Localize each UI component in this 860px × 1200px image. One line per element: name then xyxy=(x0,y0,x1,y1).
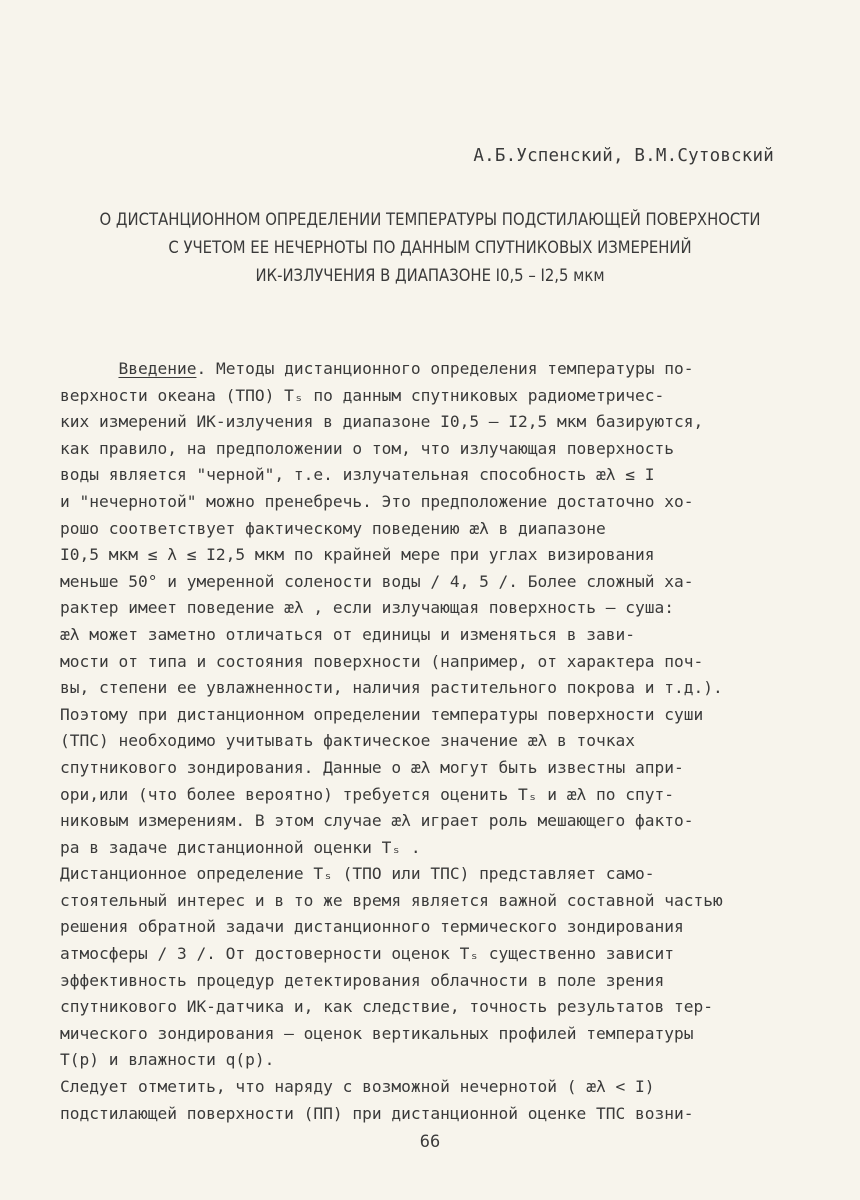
article-title xyxy=(40,206,820,290)
body-line: T(p) и влажности q(p). xyxy=(60,1050,275,1070)
body-line: спутникового зондирования. Данные о æλ могут быть известны апри- xyxy=(60,757,684,777)
body-line: спутникового ИК-датчика и, как следствие, точность результатов тер- xyxy=(60,997,713,1017)
body-text xyxy=(60,356,802,1127)
body-line: никовым измерениям. В этом случае æλ играет роль мешающего факто- xyxy=(60,811,694,831)
body-line: стоятельный интерес и в то же время является важной составной частью xyxy=(60,890,723,910)
body-line: эффективность процедур детектирования облачности в поле зрения xyxy=(60,970,665,990)
body-line: рактер имеет поведение æλ , если излучающая поверхность – суша: xyxy=(60,598,674,618)
body-line: мического зондирования – оценок вертикальных профилей температуры xyxy=(60,1023,694,1043)
body-line: ких измерений ИК-излучения в диапазоне I0,5 – I2,5 мкм базируются, xyxy=(60,412,704,432)
title-line: О ДИСТАНЦИОННОМ ОПРЕДЕЛЕНИИ ТЕМПЕРАТУРЫ ПОДСТИЛАЮЩЕЙ ПОВЕРХНОСТИ xyxy=(99,210,761,229)
body-line: подстилающей поверхности (ПП) при дистанционной оценке ТПС возни- xyxy=(60,1103,694,1123)
body-line: решения обратной задачи дистанционного термического зондирования xyxy=(60,917,684,937)
body-line: атмосферы / 3 /. От достоверности оценок Tₛ существенно зависит xyxy=(60,944,674,964)
authors: А.Б.Успенский, В.М.Сутовский xyxy=(473,146,774,166)
body-line: (ТПС) необходимо учитывать фактическое значение æλ в точках xyxy=(60,731,635,751)
body-line: I0,5 мкм ≤ λ ≤ I2,5 мкм по крайней мере при углах визирования xyxy=(60,545,655,565)
body-line: меньше 50° и умеренной солености воды / 4, 5 /. Более сложный ха- xyxy=(60,571,694,591)
body-line: ра в задаче дистанционной оценки Tₛ . xyxy=(60,837,421,857)
body-line: воды является "черной", т.е. излучательная способность æλ ≤ I xyxy=(60,465,655,485)
body-line: вы, степени ее увлажненности, наличия растительного покрова и т.д.). xyxy=(60,678,723,698)
body-line: Следует отметить, что наряду с возможной нечернотой ( æλ < I) xyxy=(60,1077,655,1097)
body-line: и "нечернотой" можно пренебречь. Это предположение достаточно хо- xyxy=(60,491,694,511)
body-line: верхности океана (ТПО) Tₛ по данным спутниковых радиометричес- xyxy=(60,385,665,405)
intro-heading: Введение xyxy=(118,359,197,378)
body-line: как правило, на предположении о том, что излучающая поверхность xyxy=(60,438,674,458)
body-line: Дистанционное определение Tₛ (ТПО или ТПС) представляет само- xyxy=(60,864,655,884)
body-line: Поэтому при дистанционном определении температуры поверхности суши xyxy=(60,704,704,724)
body-line: æλ может заметно отличаться от единицы и изменяться в зави- xyxy=(60,624,635,644)
body-line xyxy=(60,356,802,383)
title-line: ИК-ИЗЛУЧЕНИЯ В ДИАПАЗОНЕ I0,5 – I2,5 мкм xyxy=(255,266,605,285)
page-number: 66 xyxy=(419,1132,441,1152)
title-line: С УЧЕТОМ ЕЕ НЕЧЕРНОТЫ ПО ДАННЫМ СПУТНИКОВЫХ ИЗМЕРЕНИЙ xyxy=(168,238,692,257)
body-line: ори,или (что более вероятно) требуется оценить Tₛ и æλ по спут- xyxy=(60,784,674,804)
body-line-text: . Методы дистанционного определения температуры по- xyxy=(196,359,694,378)
body-line: мости от типа и состояния поверхности (например, от характера поч- xyxy=(60,651,704,671)
body-line: рошо соответствует фактическому поведению æλ в диапазоне xyxy=(60,518,606,538)
